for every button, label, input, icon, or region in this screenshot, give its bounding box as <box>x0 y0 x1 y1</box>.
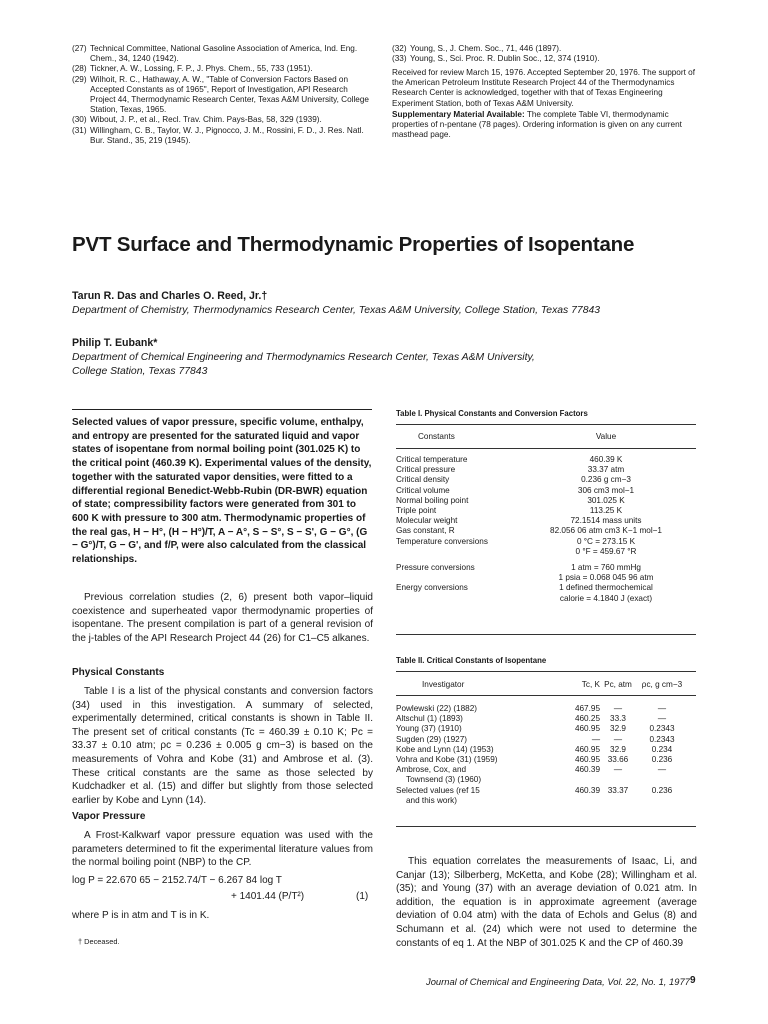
table-2-body <box>396 704 688 806</box>
table-row: and this work) <box>406 795 457 805</box>
table-2-header-rho: ρc, g cm−3 <box>641 680 683 689</box>
vapor-pressure-paragraph <box>72 829 373 870</box>
intro-paragraph <box>72 591 373 645</box>
affiliation-line: Department of Chemical Engineering and Thermodynamics Research Center, Texas A&M University, <box>72 352 535 363</box>
authors-primary: Tarun R. Das and Charles O. Reed, Jr.† <box>72 290 268 302</box>
table-row: Young (37) (1910) 460.95 32.9 0.2343 <box>396 724 675 734</box>
supplementary-text: The complete Table VI, thermodynamic properties of n-pentane (78 pages). Ordering information is given on any current masthead page. <box>392 110 682 140</box>
table-2-bottom-rule <box>396 826 696 827</box>
equation-line-2: + 1401.44 (P/T²) <box>231 891 305 902</box>
section-heading-vapor-pressure: Vapor Pressure <box>72 811 146 822</box>
table-2-header-tc: Tc, K <box>581 680 600 689</box>
table-row: Selected values (ref 15 460.39 33.37 0.236 <box>396 785 673 795</box>
table-2-header <box>396 680 688 690</box>
table-1-caption: Table I. Physical Constants and Conversion Factors <box>396 409 588 418</box>
table-1-body <box>396 455 690 604</box>
table-row: Altschul (1) (1893) 460.25 33.3 — <box>396 714 667 724</box>
received-note: Received for review March 15, 1976. Accepted September 20, 1976. The support of the American Petroleum Institute Research Project 44 of the Thermodynamics Research Center is acknowledged, together with that of Texas Engineering Experiment Station, both of Texas A&M University. <box>392 68 695 108</box>
table-row: Powlewski (22) (1882) 467.95 — — <box>396 704 667 713</box>
page-number: 9 <box>690 975 696 986</box>
table-row: Critical volume 306 cm3 mol−1 <box>396 485 635 495</box>
abstract-top-rule <box>72 409 372 410</box>
table-row: Normal boiling point 301.025 K <box>396 495 625 505</box>
reference-item: (27) Technical Committee, National Gasoline Association of America, Ind. Eng. Chem., 34, 1240 (1942). <box>72 44 358 64</box>
table-1-header-rule <box>396 448 696 449</box>
supplementary-label: Supplementary Material Available: <box>392 110 525 119</box>
physical-constants-text: Table I is a list of the physical constants and conversion factors (34) used in this investigation. A summary of selected, experimentally determined, critical constants is shown in Table II. The present set of critical constants (Tc = 460.39 ± 0.10 K; Pc = 33.37 ± 0.10 atm; ρc = 0.236 ± 0.005 g cm−3) is based on the measurements of Vohra and Kobe (31) and Ambrose et al. (3). These critical constants are the same as those selected by Kudchadker et al. (15) and differ but slightly from those selected earlier by Kobe and Lynn (14). <box>72 686 373 806</box>
abstract: Selected values of vapor pressure, specific volume, enthalpy, and entropy are presented for the saturated liquid and vapor states of isopentane from normal boiling point (301.025 K) to the critical point (460.39 K). Experimental values of the density, together with the saturated vapor densities, were fitted to a differential regional Benedict-Webb-Rubin (DR-BWR) equation of state; compressibility factors were generated from 301 to 600 K with pressure to 300 atm. Thermodynamic properties of the real gas, H − H°, (H − H°)/T, A − A°, S − S°, S − S', G − G°, (G − G°)/T, G − G', and f/P, were also calculated from the classical relationships. <box>72 417 372 566</box>
table-2-header-investigator: Investigator <box>422 680 465 689</box>
table-2-top-rule <box>396 671 696 672</box>
table-row: Pressure conversions 1 atm = 760 mmHg <box>396 563 641 573</box>
table-row: Sugden (29) (1927) — — 0.2343 <box>396 734 675 744</box>
article-title: PVT Surface and Thermodynamic Properties of Isopentane <box>72 233 635 256</box>
affiliation-secondary <box>72 351 712 379</box>
table-row: Molecular weight 72.1514 mass units <box>396 516 642 526</box>
table-row: Energy conversions 1 defined thermochemical <box>396 583 653 593</box>
affiliation-line: College Station, Texas 77843 <box>72 366 208 377</box>
table-1-header-value: Value <box>595 432 617 441</box>
physical-constants-paragraph <box>72 685 373 807</box>
table-row: calorie = 4.1840 J (exact) <box>559 593 653 603</box>
right-column-text: This equation correlates the measurements of Isaac, Li, and Canjar (13); Silberberg, McKetta, and Kobe (28); Willingham et al. (35); and Young (37) with an average deviation of 0.021 atm. In addition, the equation is in approximate agreement (average deviation of 0.04 atm) with the data of Echols and Gelus (8) and Schumann et al. (24) which were not used to determine the constants of eq 1. At the NBP of 301.025 K and the CP of 460.39 <box>396 856 697 949</box>
table-row: Temperature conversions 0 °C = 273.15 K <box>396 536 636 546</box>
table-row: Vohra and Kobe (31) (1959) 460.95 33.66 0.236 <box>396 755 673 765</box>
affiliation-primary: Department of Chemistry, Thermodynamics Research Center, Texas A&M University, College Station, Texas 77843 <box>72 305 601 316</box>
intro-text: Previous correlation studies (2, 6) present both vapor–liquid coexistence and superheated vapor thermodynamic properties of isopentane. The present compilation is part of a general revision of the j-tables of the API Research Project 44 (26) for C1–C5 alkanes. <box>72 592 373 644</box>
table-1-header <box>396 432 690 442</box>
equation-note: where P is in atm and T is in K. <box>72 910 210 921</box>
table-2-header-pc: Pc, atm <box>604 680 632 689</box>
equation-line-1: log P = 22.670 65 − 2152.74/T − 6.267 84 log T <box>72 875 282 886</box>
reference-item: (29) Wilhoit, R. C., Hathaway, A. W., "Table of Conversion Factors Based on Accepted Constants as of 1965", Report of Investigation, API Research Project 44, Thermodynamic Research Center, Texas A&M University, College Station, Texas, 1965. <box>72 74 369 115</box>
vapor-pressure-text: A Frost-Kalkwarf vapor pressure equation was used with the parameters determined to fit the experimental literature values from the normal boiling point (NBP) to the CP. <box>72 830 373 869</box>
reference-item: (32) Young, S., J. Chem. Soc., 71, 446 (1897). <box>392 44 562 53</box>
equation-number: (1) <box>356 891 369 902</box>
reference-item: (33) Young, S., Sci. Proc. R. Dublin Soc., 12, 374 (1910). <box>392 54 600 64</box>
table-1-bottom-rule <box>396 634 696 635</box>
right-column-paragraph <box>396 855 697 950</box>
table-row: Gas constant, R 82.056 06 atm cm3 K−1 mol−1 <box>396 526 662 536</box>
table-row: Ambrose, Cox, and 460.39 — — <box>396 765 667 775</box>
table-2-caption: Table II. Critical Constants of Isopentane <box>396 656 547 665</box>
references-right <box>392 44 696 64</box>
supplementary-note <box>392 110 696 141</box>
table-row: Kobe and Lynn (14) (1953) 460.95 32.9 0.234 <box>396 744 673 754</box>
table-1-top-rule <box>396 424 696 425</box>
table-1-header-constants: Constants <box>418 432 455 441</box>
table-row: Critical pressure 33.37 atm <box>396 465 625 475</box>
journal-footer: Journal of Chemical and Engineering Data, Vol. 22, No. 1, 1977 <box>426 976 690 987</box>
table-row: Critical density 0.236 g cm−3 <box>396 475 631 485</box>
footnote-deceased: † Deceased. <box>78 937 120 946</box>
table-row: 1 psia = 0.068 045 96 atm <box>558 573 654 583</box>
reference-item: (31) Willingham, C. B., Taylor, W. J., Pignocco, J. M., Rossini, F. D., J. Res. Natl. Bur. Stand., 35, 219 (1945). <box>72 125 364 145</box>
table-row: Townsend (3) (1960) <box>406 775 482 785</box>
section-heading-physical-constants: Physical Constants <box>72 667 165 678</box>
reference-item: (28) Tickner, A. W., Lossing, F. P., J. Phys. Chem., 55, 733 (1951). <box>72 64 313 74</box>
table-2-header-rule <box>396 695 696 696</box>
table-row: Critical temperature 460.39 K <box>396 455 623 464</box>
reference-item: (30) Wibout, J. P., et al., Recl. Trav. Chim. Pays-Bas, 58, 329 (1939). <box>72 115 322 125</box>
author-corresponding: Philip T. Eubank* <box>72 337 158 349</box>
table-row: Triple point 113.25 K <box>396 506 623 516</box>
table-row: 0 °F = 459.67 °R <box>575 546 637 556</box>
references-left <box>72 44 370 146</box>
